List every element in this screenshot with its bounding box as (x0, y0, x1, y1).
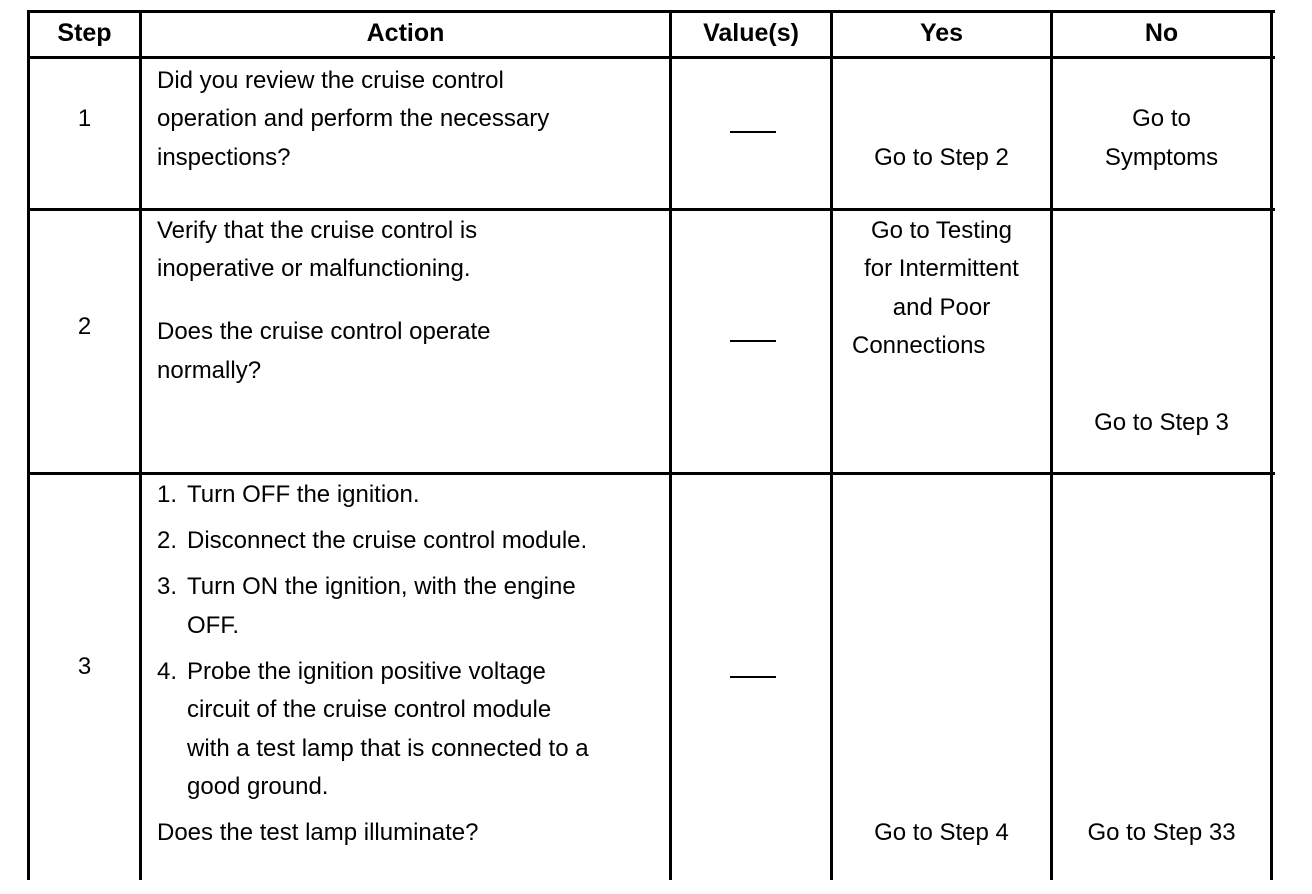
list-text-continued: OFF. (187, 612, 239, 639)
list-text-continued: with a test lamp that is connected to a (187, 735, 589, 762)
header-action: Action (366, 19, 445, 47)
list-text: Disconnect the cruise control module. (187, 527, 588, 554)
row-divider-2 (27, 472, 1275, 475)
header-step: Step (57, 19, 112, 47)
list-text: Probe the ignition positive voltage (187, 658, 546, 685)
row2-no: Go to Step 3 (1094, 409, 1229, 436)
table-border-top (27, 10, 1275, 13)
row3-value-dash (730, 676, 776, 678)
table-border-left (27, 10, 30, 880)
list-text-continued: circuit of the cruise control module (187, 696, 552, 723)
header-no: No (1144, 19, 1179, 47)
row1-action-line: operation and perform the necessary (157, 105, 550, 132)
row2-value-dash (730, 340, 776, 342)
col-divider-step (139, 10, 142, 880)
list-text: Turn OFF the ignition. (187, 481, 420, 508)
row3-no: Go to Step 33 (1087, 819, 1236, 846)
row1-yes: Go to Step 2 (874, 144, 1009, 171)
row1-action-line: inspections? (157, 144, 291, 171)
table-border-right (1270, 10, 1273, 880)
row1-no-line: Symptoms (1104, 144, 1219, 171)
row2-action-line: inoperative or malfunctioning. (157, 255, 471, 282)
list-number: 1. (157, 481, 178, 508)
row2-yes-line: for Intermittent (864, 255, 1019, 282)
row2-yes-line: Connections (852, 332, 986, 359)
row-divider-1 (27, 208, 1275, 211)
list-number: 4. (157, 658, 178, 685)
row1-no-line: Go to (1132, 105, 1191, 132)
row2-action-line: Does the cruise control operate (157, 318, 491, 345)
list-text: Turn ON the ignition, with the engine (187, 573, 576, 600)
header-divider (27, 56, 1275, 59)
row2-action-line: normally? (157, 357, 262, 384)
row2-action-line: Verify that the cruise control is (157, 217, 478, 244)
row1-action-line: Did you review the cruise control (157, 67, 504, 94)
list-number: 3. (157, 573, 178, 600)
row1-value-dash (730, 131, 776, 133)
row2-step: 2 (77, 313, 92, 340)
col-divider-action (669, 10, 672, 880)
row3-step: 3 (77, 653, 92, 680)
row2-yes-line: and Poor (892, 294, 991, 321)
list-number: 2. (157, 527, 178, 554)
list-text-continued: good ground. (187, 773, 329, 800)
row3-yes: Go to Step 4 (874, 819, 1009, 846)
row3-question: Does the test lamp illuminate? (157, 819, 479, 846)
header-values: Value(s) (703, 19, 799, 47)
row2-yes-line: Go to Testing (871, 217, 1012, 244)
header-yes: Yes (919, 19, 964, 47)
row1-step: 1 (77, 105, 92, 132)
